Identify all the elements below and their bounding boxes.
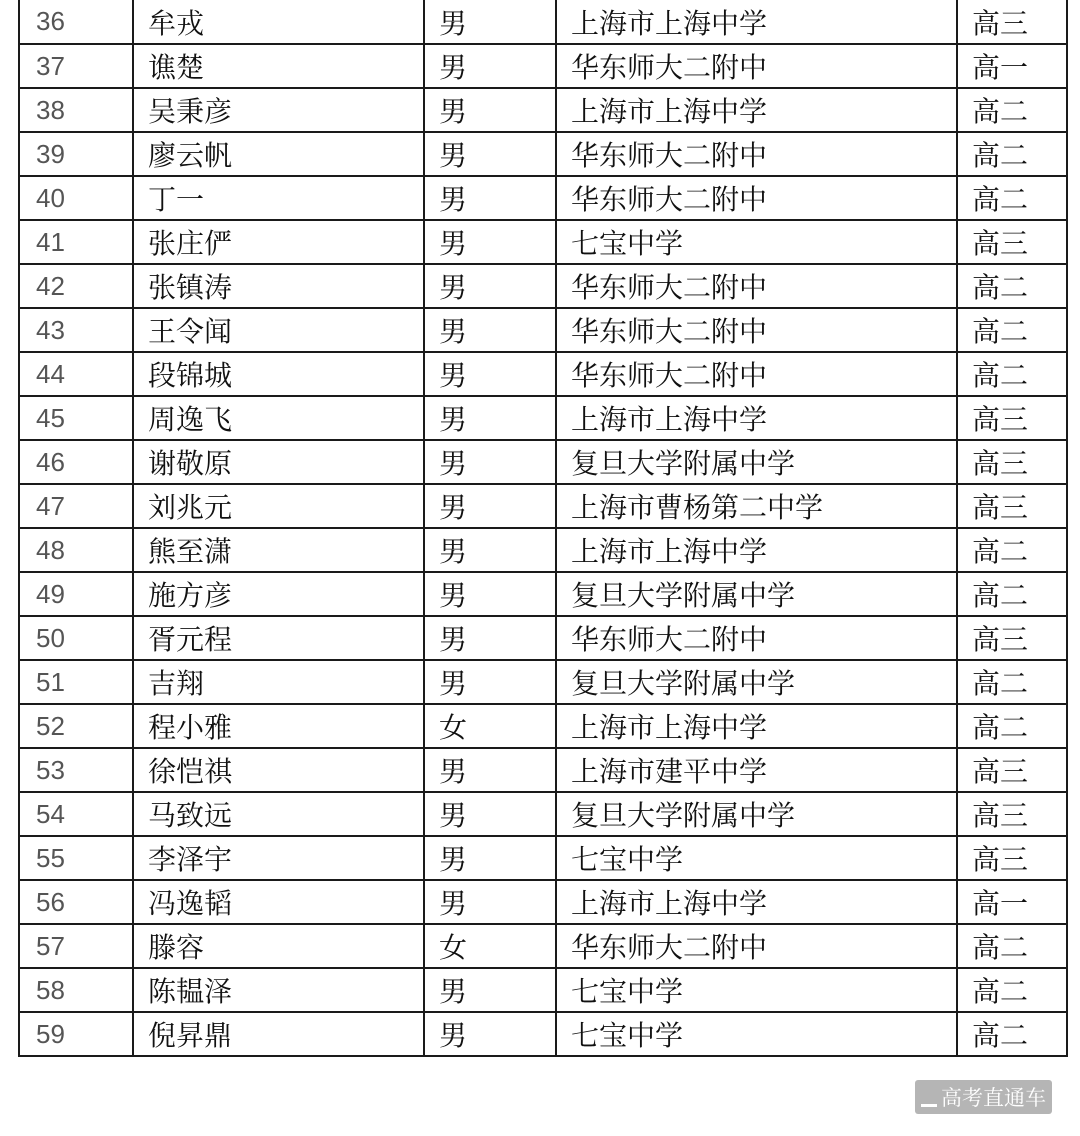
student-school: 复旦大学附属中学: [556, 572, 957, 616]
table-row: [19, 0, 1067, 44]
student-gender: 男: [424, 352, 556, 396]
student-name: 胥元程: [133, 616, 424, 660]
table-row: [19, 660, 1067, 704]
student-name: 周逸飞: [133, 396, 424, 440]
student-gender: 男: [424, 308, 556, 352]
student-gender: 男: [424, 0, 556, 44]
student-school: 华东师大二附中: [556, 616, 957, 660]
student-school: 华东师大二附中: [556, 352, 957, 396]
student-grade: 高二: [957, 308, 1067, 352]
row-number: 40: [19, 176, 133, 220]
row-number: 39: [19, 132, 133, 176]
student-name: 倪昇鼎: [133, 1012, 424, 1056]
student-gender: 男: [424, 616, 556, 660]
table-row: [19, 264, 1067, 308]
table-row: [19, 352, 1067, 396]
student-grade: 高二: [957, 264, 1067, 308]
table-row: [19, 616, 1067, 660]
student-gender: 男: [424, 88, 556, 132]
student-school: 上海市建平中学: [556, 748, 957, 792]
student-grade: 高一: [957, 44, 1067, 88]
student-gender: 男: [424, 1012, 556, 1056]
row-number: 41: [19, 220, 133, 264]
student-name: 张镇涛: [133, 264, 424, 308]
student-gender: 女: [424, 704, 556, 748]
student-grade: 高三: [957, 836, 1067, 880]
student-gender: 男: [424, 396, 556, 440]
student-gender: 男: [424, 792, 556, 836]
student-grade: 高三: [957, 0, 1067, 44]
student-grade: 高二: [957, 352, 1067, 396]
student-gender: 女: [424, 924, 556, 968]
student-school: 华东师大二附中: [556, 264, 957, 308]
row-number: 58: [19, 968, 133, 1012]
student-name: 马致远: [133, 792, 424, 836]
student-name: 程小雅: [133, 704, 424, 748]
table-row: [19, 792, 1067, 836]
student-grade: 高二: [957, 924, 1067, 968]
watermark-text: 高考直通车: [941, 1086, 1046, 1110]
student-name: 王令闻: [133, 308, 424, 352]
table-row: [19, 396, 1067, 440]
student-school: 上海市上海中学: [556, 528, 957, 572]
student-gender: 男: [424, 660, 556, 704]
row-number: 56: [19, 880, 133, 924]
student-school: 上海市上海中学: [556, 0, 957, 44]
student-gender: 男: [424, 880, 556, 924]
student-grade: 高三: [957, 220, 1067, 264]
student-name: 吉翔: [133, 660, 424, 704]
student-school: 上海市上海中学: [556, 880, 957, 924]
student-school: 七宝中学: [556, 1012, 957, 1056]
student-school: 华东师大二附中: [556, 924, 957, 968]
row-number: 38: [19, 88, 133, 132]
student-grade: 高二: [957, 660, 1067, 704]
student-school: 华东师大二附中: [556, 176, 957, 220]
student-school: 复旦大学附属中学: [556, 440, 957, 484]
student-name: 廖云帆: [133, 132, 424, 176]
student-name: 滕容: [133, 924, 424, 968]
student-grade: 高一: [957, 880, 1067, 924]
student-school: 复旦大学附属中学: [556, 792, 957, 836]
row-number: 49: [19, 572, 133, 616]
student-grade: 高三: [957, 748, 1067, 792]
row-number: 51: [19, 660, 133, 704]
student-name: 张庄俨: [133, 220, 424, 264]
row-number: 55: [19, 836, 133, 880]
table-row: [19, 176, 1067, 220]
student-grade: 高三: [957, 396, 1067, 440]
student-grade: 高二: [957, 704, 1067, 748]
student-name: 段锦城: [133, 352, 424, 396]
student-name: 谢敬原: [133, 440, 424, 484]
student-gender: 男: [424, 528, 556, 572]
student-grade: 高二: [957, 88, 1067, 132]
table-row: [19, 880, 1067, 924]
row-number: 54: [19, 792, 133, 836]
student-school: 七宝中学: [556, 220, 957, 264]
student-gender: 男: [424, 220, 556, 264]
student-name: 陈韫泽: [133, 968, 424, 1012]
row-number: 44: [19, 352, 133, 396]
student-name: 吴秉彦: [133, 88, 424, 132]
table-body: [19, 0, 1067, 1056]
student-name: 谯楚: [133, 44, 424, 88]
student-gender: 男: [424, 968, 556, 1012]
student-school: 上海市上海中学: [556, 88, 957, 132]
row-number: 46: [19, 440, 133, 484]
table-row: [19, 704, 1067, 748]
row-number: 36: [19, 0, 133, 44]
student-grade: 高二: [957, 1012, 1067, 1056]
student-school: 七宝中学: [556, 836, 957, 880]
row-number: 57: [19, 924, 133, 968]
student-grade: 高三: [957, 616, 1067, 660]
watermark: [915, 1080, 1052, 1114]
table-row: [19, 836, 1067, 880]
table-row: [19, 1012, 1067, 1056]
table-row: [19, 484, 1067, 528]
student-gender: 男: [424, 748, 556, 792]
student-grade: 高二: [957, 132, 1067, 176]
student-list-table-wrapper: [18, 0, 1068, 1057]
student-name: 李泽宇: [133, 836, 424, 880]
student-name: 熊至潇: [133, 528, 424, 572]
student-school: 上海市上海中学: [556, 396, 957, 440]
table-row: [19, 220, 1067, 264]
student-name: 徐恺祺: [133, 748, 424, 792]
student-grade: 高二: [957, 528, 1067, 572]
student-name: 丁一: [133, 176, 424, 220]
row-number: 59: [19, 1012, 133, 1056]
student-grade: 高三: [957, 792, 1067, 836]
table-row: [19, 132, 1067, 176]
student-gender: 男: [424, 484, 556, 528]
student-school: 上海市曹杨第二中学: [556, 484, 957, 528]
student-gender: 男: [424, 44, 556, 88]
table-row: [19, 88, 1067, 132]
table-row: [19, 440, 1067, 484]
row-number: 47: [19, 484, 133, 528]
student-name: 冯逸韬: [133, 880, 424, 924]
table-row: [19, 308, 1067, 352]
student-gender: 男: [424, 132, 556, 176]
row-number: 45: [19, 396, 133, 440]
table-row: [19, 44, 1067, 88]
student-grade: 高二: [957, 572, 1067, 616]
table-row: [19, 924, 1067, 968]
row-number: 50: [19, 616, 133, 660]
student-school: 华东师大二附中: [556, 44, 957, 88]
student-name: 刘兆元: [133, 484, 424, 528]
student-school: 复旦大学附属中学: [556, 660, 957, 704]
student-gender: 男: [424, 572, 556, 616]
student-school: 七宝中学: [556, 968, 957, 1012]
student-grade: 高二: [957, 176, 1067, 220]
row-number: 52: [19, 704, 133, 748]
wechat-channel-icon: [921, 1092, 937, 1107]
table-row: [19, 968, 1067, 1012]
student-school: 华东师大二附中: [556, 132, 957, 176]
student-gender: 男: [424, 264, 556, 308]
table-row: [19, 572, 1067, 616]
row-number: 53: [19, 748, 133, 792]
student-gender: 男: [424, 836, 556, 880]
student-grade: 高二: [957, 968, 1067, 1012]
student-school: 华东师大二附中: [556, 308, 957, 352]
row-number: 48: [19, 528, 133, 572]
student-gender: 男: [424, 440, 556, 484]
table-row: [19, 528, 1067, 572]
student-school: 上海市上海中学: [556, 704, 957, 748]
student-gender: 男: [424, 176, 556, 220]
student-grade: 高三: [957, 484, 1067, 528]
table-row: [19, 748, 1067, 792]
row-number: 43: [19, 308, 133, 352]
student-name: 施方彦: [133, 572, 424, 616]
row-number: 42: [19, 264, 133, 308]
student-list-table: [18, 0, 1068, 1057]
row-number: 37: [19, 44, 133, 88]
student-name: 牟戎: [133, 0, 424, 44]
student-grade: 高三: [957, 440, 1067, 484]
